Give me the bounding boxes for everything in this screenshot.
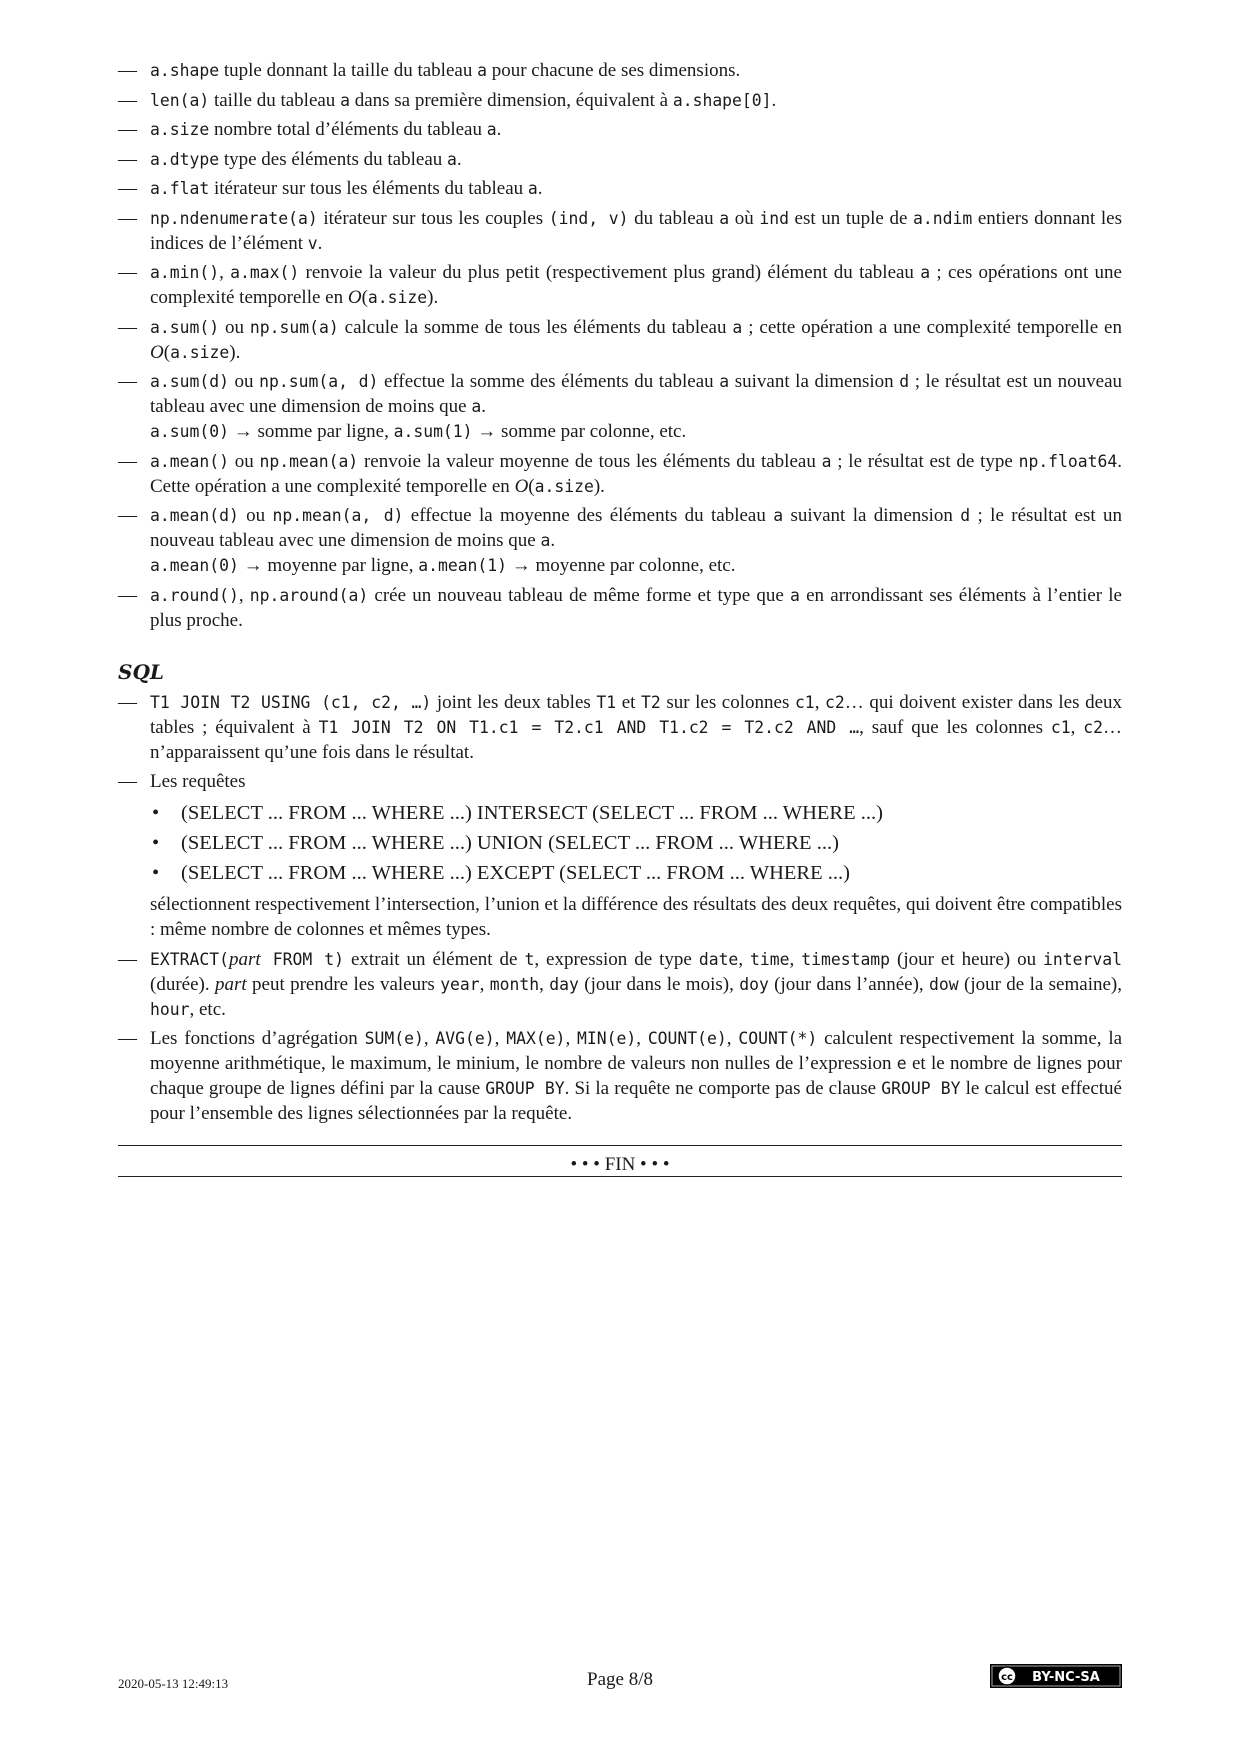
text-fragment: , xyxy=(423,1028,436,1049)
sql-join-text xyxy=(150,692,1122,763)
text-fragment: ou xyxy=(228,450,260,472)
item-line xyxy=(150,449,1122,499)
code-fragment: a xyxy=(732,317,743,337)
sql-join-item xyxy=(118,690,1122,765)
text-fragment: ). xyxy=(593,475,605,497)
divider-bottom xyxy=(118,1176,1122,1177)
text-fragment: ; cette opération a une complexité temporelle en xyxy=(742,316,1122,338)
text-fragment: . xyxy=(481,396,486,417)
code-fragment: d xyxy=(960,506,971,525)
dash-marker: — xyxy=(118,584,137,606)
text-fragment: itérateur sur tous les éléments du tableau xyxy=(209,178,528,199)
requete-except: (SELECT ... FROM ... WHERE ...) EXCEPT (SELECT ... FROM ... WHERE ...) xyxy=(181,862,850,884)
text-fragment: , xyxy=(789,948,802,970)
text-fragment: . Si la requête ne comporte pas de clause xyxy=(564,1078,882,1099)
list-item xyxy=(118,176,1122,201)
item-line xyxy=(150,419,1122,444)
code-fragment: T1 JOIN T2 ON T1.c1 = T2.c1 AND T1.c2 = T2.c2 AND … xyxy=(318,717,860,737)
text-fragment: effectue la somme des éléments du tableau xyxy=(378,371,720,392)
code-fragment: a.size xyxy=(367,288,428,307)
item-line xyxy=(150,206,1122,256)
list-item xyxy=(118,503,1122,578)
code-fragment: np.sum(a) xyxy=(249,317,339,337)
code-fragment: dow xyxy=(929,974,959,994)
code-fragment: a xyxy=(527,179,538,198)
text-fragment: . xyxy=(537,178,543,199)
dash-marker: — xyxy=(118,450,137,472)
text-fragment: , xyxy=(814,691,826,713)
math-symbol: O xyxy=(347,287,362,308)
text-fragment: . xyxy=(317,232,323,254)
text-fragment: , etc. xyxy=(189,998,226,1020)
code-fragment: a.sum(d) xyxy=(150,372,229,391)
item-line xyxy=(150,176,1122,201)
code-fragment: a.mean() xyxy=(150,451,229,471)
dash-marker: — xyxy=(118,316,137,338)
code-fragment: doy xyxy=(739,974,769,994)
item-line xyxy=(150,315,1122,365)
code-fragment: a xyxy=(477,61,487,80)
dash-marker: — xyxy=(118,262,137,283)
dash-marker: — xyxy=(118,505,137,526)
text-fragment: → somme par ligne, xyxy=(228,421,394,442)
text-fragment: , xyxy=(565,1028,578,1049)
list-item xyxy=(118,369,1122,444)
item-line xyxy=(150,369,1122,419)
text-fragment: . xyxy=(550,530,556,551)
code-fragment: interval xyxy=(1043,949,1122,969)
code-fragment: a xyxy=(719,208,730,228)
text-fragment: crée un nouveau tableau de même forme et type que xyxy=(368,584,791,606)
requete-union: (SELECT ... FROM ... WHERE ...) UNION (SELECT ... FROM ... WHERE ...) xyxy=(181,832,839,854)
bullet-icon: • xyxy=(152,802,160,824)
code-fragment: MIN(e) xyxy=(577,1029,637,1048)
footer-page-number: Page 8/8 xyxy=(587,1669,653,1690)
text-fragment: suivant la dimension xyxy=(729,371,900,392)
code-fragment: c1 xyxy=(794,692,815,712)
code-fragment: a.shape[0] xyxy=(672,90,772,110)
text-fragment: ; le résultat est un nouveau tableau avec une dimension de moins que xyxy=(150,371,1123,417)
dash-marker: — xyxy=(118,119,137,140)
code-fragment: a.max() xyxy=(230,263,300,282)
text-fragment: ; ces opérations ont une complexité temporelle en xyxy=(150,262,1122,308)
code-fragment: COUNT(*) xyxy=(738,1029,818,1048)
text-fragment: peut prendre les valeurs xyxy=(246,973,441,995)
text-fragment: taille du tableau xyxy=(209,89,341,111)
sql-section-heading: SQL xyxy=(118,659,164,684)
code-fragment: np.mean(a) xyxy=(259,451,359,471)
text-fragment: (jour et heure) ou xyxy=(890,948,1044,970)
code-fragment: a xyxy=(486,120,497,139)
text-fragment: , xyxy=(238,584,250,606)
code-fragment: time xyxy=(750,949,790,969)
code-fragment: a xyxy=(719,372,730,391)
code-fragment: FROM t) xyxy=(260,949,345,969)
item-line xyxy=(150,147,1122,172)
dash-marker: — xyxy=(118,207,137,229)
list-item xyxy=(118,88,1122,113)
footer-timestamp: 2020-05-13 12:49:13 xyxy=(118,1676,229,1691)
text-fragment: ). xyxy=(427,287,439,308)
code-fragment: np.around(a) xyxy=(249,585,369,605)
text-fragment: , xyxy=(738,948,751,970)
list-item xyxy=(118,147,1122,172)
list-item xyxy=(118,315,1122,365)
text-fragment: ; le résultat est un nouveau tableau avec une dimension de moins que xyxy=(150,505,1122,551)
sql-aggregate-text xyxy=(150,1028,1122,1124)
sql-requetes-item xyxy=(118,769,1122,942)
code-fragment: COUNT(e) xyxy=(647,1029,727,1048)
code-fragment: np.ndenumerate(a) xyxy=(150,208,318,228)
code-fragment: month xyxy=(489,974,540,994)
text-fragment: calculent respectivement la somme, la moyenne arithmétique, le maximum, le minium, le nombre de valeurs non nulles de l’expression xyxy=(150,1028,1123,1074)
code-fragment: a xyxy=(790,585,800,605)
sql-extract-text xyxy=(150,949,1122,1020)
code-fragment: (ind, v) xyxy=(548,208,629,228)
list-item xyxy=(150,828,1122,858)
math-symbol: O xyxy=(150,341,164,363)
sql-extract-item xyxy=(118,947,1122,1022)
code-fragment: date xyxy=(698,949,739,969)
list-item xyxy=(118,449,1122,499)
list-item xyxy=(150,858,1122,888)
text-fragment: . xyxy=(456,148,462,170)
text-fragment: ou xyxy=(238,505,273,526)
code-fragment: a.size xyxy=(150,120,210,139)
math-symbol: part xyxy=(228,948,261,970)
text-fragment: sur les colonnes xyxy=(660,691,795,713)
text-fragment: , sauf que les colonnes xyxy=(859,716,1051,738)
text-fragment: entiers donnant les indices de l’élément xyxy=(150,207,1123,254)
code-fragment: t xyxy=(524,949,535,969)
item-line xyxy=(150,583,1122,633)
text-fragment: et le nombre de lignes pour chaque groupe de lignes défini par la cause xyxy=(150,1053,1122,1099)
text-fragment: en arrondissant ses éléments à l’entier le plus proche. xyxy=(150,584,1122,631)
requetes-bullet-list xyxy=(150,798,1122,888)
code-fragment: a.sum(0) xyxy=(150,422,229,441)
code-fragment: a.shape xyxy=(150,61,220,80)
code-fragment: a xyxy=(340,90,350,110)
code-fragment: T1 xyxy=(596,692,617,712)
code-fragment: e xyxy=(896,1054,907,1073)
code-fragment: a.round() xyxy=(150,585,239,605)
text-fragment: , xyxy=(726,1028,739,1049)
text-fragment: nombre total d’éléments du tableau xyxy=(209,119,487,140)
code-fragment: np.mean(a, d) xyxy=(272,506,404,525)
cc-logo-text: cc xyxy=(1001,1672,1013,1683)
text-fragment: renvoie la valeur moyenne de tous les éléments du tableau xyxy=(358,450,822,472)
list-item xyxy=(118,260,1122,310)
license-text: BY-NC-SA xyxy=(1032,1670,1100,1685)
text-fragment: (jour de la semaine), xyxy=(958,973,1122,995)
dash-marker: — xyxy=(118,148,137,170)
requetes-description: sélectionnent respectivement l’intersection, l’union et la différence des résultats des deux requêtes, qui doivent être compatibles : même nombre de colonnes et mêmes types. xyxy=(150,894,1122,940)
text-fragment: ( xyxy=(361,287,368,308)
bullet-icon: • xyxy=(152,832,160,854)
code-fragment: a.dtype xyxy=(150,149,220,169)
numpy-reference-list xyxy=(118,58,1122,633)
text-fragment: , xyxy=(539,973,550,995)
code-fragment: GROUP BY xyxy=(485,1079,565,1098)
code-fragment: a xyxy=(920,263,931,282)
dash-marker: — xyxy=(118,371,137,392)
dash-marker: — xyxy=(118,691,137,713)
item-line xyxy=(150,88,1122,113)
item-line xyxy=(150,58,1122,83)
dash-marker: — xyxy=(118,178,137,199)
dash-marker: — xyxy=(118,948,137,970)
text-fragment: … qui doivent exister dans les deux tables ; équivalent à xyxy=(150,691,1123,738)
text-fragment: calcule la somme de tous les éléments du tableau xyxy=(338,316,733,338)
requete-intersect: (SELECT ... FROM ... WHERE ...) INTERSECT (SELECT ... FROM ... WHERE ...) xyxy=(181,802,883,824)
text-fragment: effectue la moyenne des éléments du tableau xyxy=(403,505,774,526)
code-fragment: a.ndim xyxy=(913,208,973,228)
text-fragment: tuple donnant la taille du tableau xyxy=(219,60,478,81)
text-fragment: itérateur sur tous les couples xyxy=(317,207,549,229)
item-line xyxy=(150,503,1122,553)
list-item xyxy=(118,206,1122,256)
text-fragment: ; le résultat est de type xyxy=(831,450,1019,472)
code-fragment: d xyxy=(899,372,910,391)
code-fragment: a.mean(d) xyxy=(150,506,239,525)
code-fragment: hour xyxy=(150,999,190,1019)
text-fragment: (jour dans l’année), xyxy=(768,973,930,995)
text-fragment: Les fonctions d’agrégation xyxy=(150,1028,365,1049)
code-fragment: day xyxy=(549,974,579,994)
text-fragment: suivant la dimension xyxy=(783,505,961,526)
text-fragment: joint les deux tables xyxy=(431,691,597,713)
fin-marker: • • • FIN • • • xyxy=(570,1154,670,1175)
item-line xyxy=(150,117,1122,142)
text-fragment: . xyxy=(496,119,502,140)
code-fragment: a xyxy=(471,397,482,416)
code-fragment: a.min() xyxy=(150,263,220,282)
item-line xyxy=(150,260,1122,310)
text-fragment: . xyxy=(771,89,777,111)
text-fragment: est un tuple de xyxy=(788,207,913,229)
text-fragment: (durée). xyxy=(150,973,215,995)
code-fragment: len(a) xyxy=(150,90,210,110)
math-symbol: part xyxy=(214,973,247,995)
text-fragment: du tableau xyxy=(628,207,720,229)
text-fragment: , xyxy=(479,973,490,995)
code-fragment: np.float64 xyxy=(1018,451,1118,471)
code-fragment: c2 xyxy=(1083,717,1103,737)
requetes-intro: Les requêtes xyxy=(150,771,246,792)
page-content xyxy=(118,58,1122,1131)
dash-marker: — xyxy=(118,1028,137,1049)
code-fragment: a.sum() xyxy=(150,317,220,337)
math-symbol: O xyxy=(514,475,529,497)
dash-marker: — xyxy=(118,60,137,81)
text-fragment: où xyxy=(729,207,760,229)
text-fragment: type des éléments du tableau xyxy=(219,148,448,170)
text-fragment: le calcul est effectué pour l’ensemble des lignes sélectionnées par la requête. xyxy=(150,1078,1122,1124)
text-fragment: (jour dans le mois), xyxy=(578,973,740,995)
list-item xyxy=(118,117,1122,142)
code-fragment: a xyxy=(447,149,457,169)
code-fragment: a xyxy=(540,531,551,550)
list-item xyxy=(118,583,1122,633)
text-fragment: , xyxy=(219,262,231,283)
code-fragment: a xyxy=(773,506,784,525)
divider-top xyxy=(118,1145,1122,1146)
text-fragment: → somme par colonne, etc. xyxy=(472,421,687,442)
code-fragment: SUM(e) xyxy=(364,1029,424,1048)
code-fragment: c2 xyxy=(825,692,845,712)
sql-aggregate-item xyxy=(118,1026,1122,1126)
code-fragment: np.sum(a, d) xyxy=(259,372,379,391)
code-fragment: v xyxy=(307,233,318,253)
text-fragment: ( xyxy=(163,341,171,363)
list-item xyxy=(150,798,1122,828)
text-fragment: , xyxy=(636,1028,648,1049)
text-fragment: , xyxy=(494,1028,507,1049)
code-fragment: a.size xyxy=(534,476,594,496)
text-fragment: , xyxy=(1070,716,1084,738)
text-fragment: ou xyxy=(228,371,260,392)
code-fragment: MAX(e) xyxy=(506,1029,566,1048)
code-fragment: a.mean(1) xyxy=(418,556,508,575)
text-fragment: dans sa première dimension, équivalent à xyxy=(349,89,673,111)
text-fragment: renvoie la valeur du plus petit (respectivement plus grand) élément du tableau xyxy=(299,262,921,283)
text-fragment: et xyxy=(616,691,641,713)
code-fragment: c1 xyxy=(1050,717,1071,737)
text-fragment: → moyenne par ligne, xyxy=(238,555,419,576)
text-fragment: ). xyxy=(229,341,241,363)
code-fragment: EXTRACT( xyxy=(150,949,229,969)
dash-marker: — xyxy=(118,89,137,111)
text-fragment: extrait un élément de xyxy=(344,948,525,970)
list-item xyxy=(118,58,1122,83)
text-fragment: pour chacune de ses dimensions. xyxy=(486,60,741,81)
cc-license-badge xyxy=(990,1664,1122,1688)
code-fragment: ind xyxy=(759,208,789,228)
text-fragment: ou xyxy=(219,316,250,338)
text-fragment: ( xyxy=(528,475,535,497)
text-fragment: → moyenne par colonne, etc. xyxy=(507,555,736,576)
text-fragment: , expression de type xyxy=(534,948,699,970)
code-fragment: a xyxy=(821,451,832,471)
code-fragment: T2 xyxy=(641,692,661,712)
code-fragment: year xyxy=(440,974,480,994)
text-fragment: … n’apparaissent qu’une fois dans le résultat. xyxy=(150,716,1122,763)
code-fragment: T1 JOIN T2 USING (c1, c2, …) xyxy=(150,692,432,712)
code-fragment: timestamp xyxy=(801,949,891,969)
code-fragment: a.mean(0) xyxy=(150,556,239,575)
item-line xyxy=(150,553,1122,578)
code-fragment: GROUP BY xyxy=(881,1079,961,1098)
text-fragment: . Cette opération a une complexité temporelle en xyxy=(150,450,1123,497)
code-fragment: AVG(e) xyxy=(435,1029,495,1048)
bullet-icon: • xyxy=(152,862,160,884)
code-fragment: a.size xyxy=(170,342,230,362)
code-fragment: a.flat xyxy=(150,179,210,198)
code-fragment: a.sum(1) xyxy=(393,422,473,441)
dash-marker: — xyxy=(118,771,137,792)
